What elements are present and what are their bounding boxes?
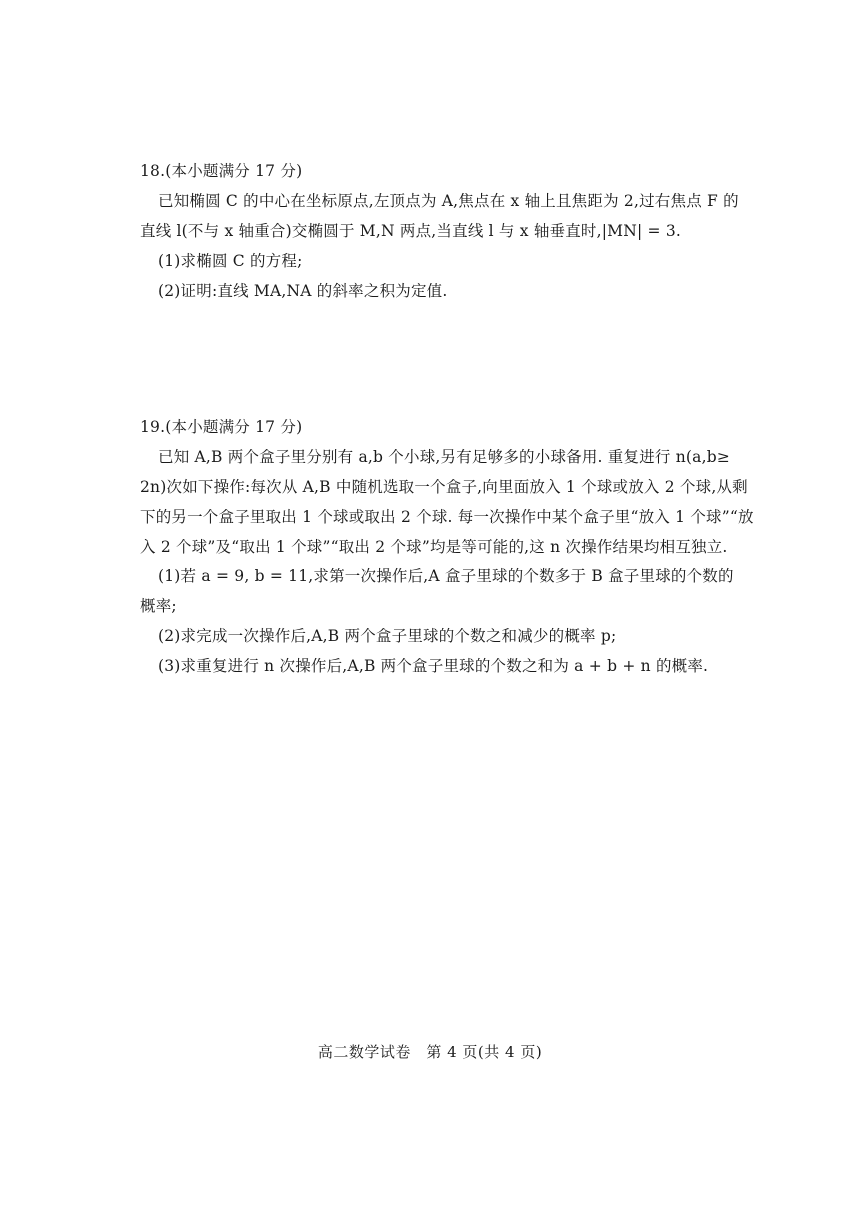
- q19-stem-line-1: 已知 A,B 两个盒子里分别有 a,b 个小球,另有足够多的小球备用. 重复进行 n(a,b≥: [158, 448, 731, 466]
- q18-heading: 18.(本小题满分 17 分): [140, 162, 303, 180]
- q18-stem-line-2: 直线 l(不与 x 轴重合)交椭圆于 M,N 两点,当直线 l 与 x 轴垂直时,|MN| = 3.: [140, 222, 682, 240]
- q18-stem-line-1: 已知椭圆 C 的中心在坐标原点,左顶点为 A,焦点在 x 轴上且焦距为 2,过右焦点 F 的: [158, 192, 739, 210]
- q19-stem-line-2: 2n)次如下操作:每次从 A,B 中随机选取一个盒子,向里面放入 1 个球或放入 2 个球,从剩: [140, 478, 748, 496]
- q19-part-2: (2)求完成一次操作后,A,B 两个盒子里球的个数之和减少的概率 p;: [158, 627, 617, 645]
- page-footer: 高二数学试卷 第 4 页(共 4 页): [317, 1043, 543, 1061]
- q18-part-1: (1)求椭圆 C 的方程;: [158, 252, 303, 270]
- q19-stem-line-4: 入 2 个球”及“取出 1 个球”“取出 2 个球”均是等可能的,这 n 次操作结果均相互独立.: [140, 538, 728, 556]
- q19-part-1-line-2: 概率;: [140, 597, 177, 615]
- q19-part-1-line-1: (1)若 a = 9, b = 11,求第一次操作后,A 盒子里球的个数多于 B 盒子里球的个数的: [158, 567, 734, 585]
- q19-stem-line-3: 下的另一个盒子里取出 1 个球或取出 2 个球. 每一次操作中某个盒子里“放入 1 个球”“放: [140, 508, 754, 526]
- q18-part-2: (2)证明:直线 MA,NA 的斜率之积为定值.: [158, 282, 448, 300]
- q19-part-3: (3)求重复进行 n 次操作后,A,B 两个盒子里球的个数之和为 a + b + n 的概率.: [158, 657, 709, 675]
- q19-heading: 19.(本小题满分 17 分): [140, 418, 303, 436]
